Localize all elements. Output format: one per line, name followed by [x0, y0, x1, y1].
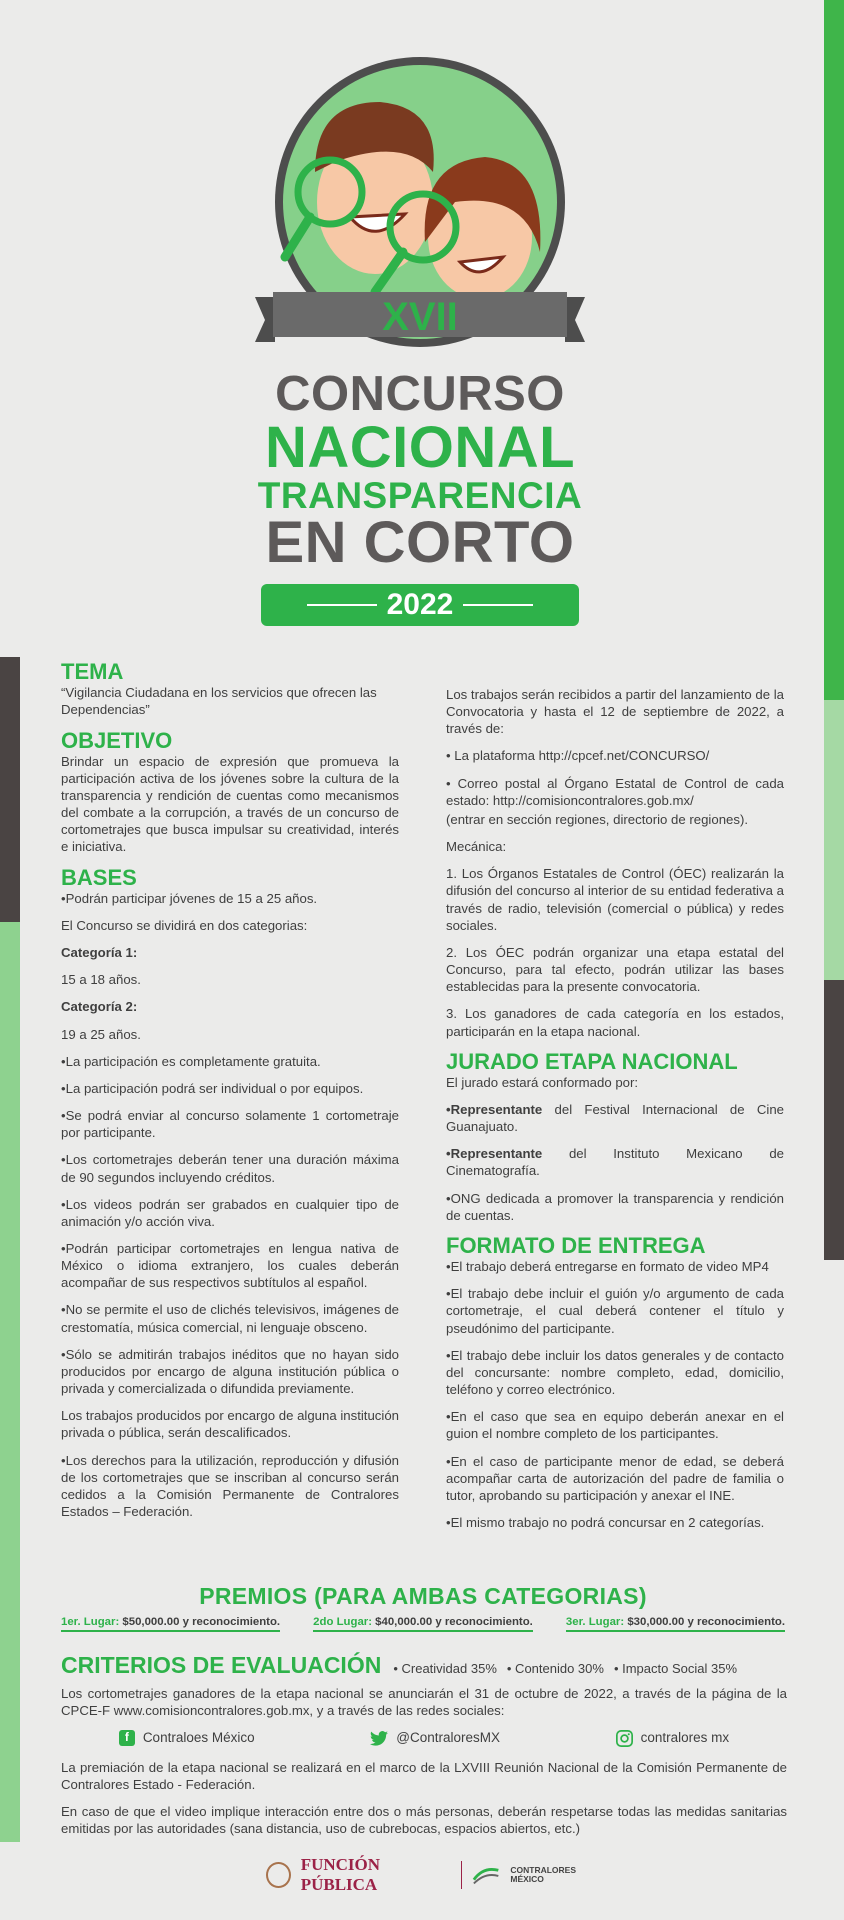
contralores-mark-icon [472, 1864, 500, 1886]
criteria-item: • Impacto Social 35% [613, 1661, 738, 1676]
prize-third: 3er. Lugar: $30,000.00 y reconocimiento. [566, 1616, 785, 1632]
bases-heading: BASES [61, 864, 137, 890]
jurado-item: •Representante del Festival Internacional de Cine Guanajuato. [446, 1102, 784, 1135]
right-edge-bar-light [824, 700, 844, 980]
bases-intro: •Podrán participar jóvenes de 15 a 25 años. [61, 890, 318, 906]
formato-item: •El mismo trabajo no podrá concursar en 2 categorías. [446, 1515, 765, 1530]
right-column [446, 686, 784, 1541]
category-1-label: Categoría 1: [61, 945, 138, 961]
bottom-section [61, 1685, 787, 1847]
footer-logos [266, 1855, 576, 1894]
ceremony-text: La premiación de la etapa nacional se realizará en el marco de la LXVIII Reunión Nacional de la Comisión Permanente de Contralores Estado - Federación. [61, 1759, 787, 1793]
prizes-heading: PREMIOS (PARA AMBAS CATEGORIAS) [199, 1583, 647, 1609]
jurado-item: •ONG dedicada a promover la transparencia y rendición de cuentas. [446, 1190, 784, 1223]
tema-text: “Vigilancia Ciudadana en los servicios que ofrecen las Dependencias” [61, 685, 377, 718]
base-item: •Sólo se admitirán trabajos inéditos que no hayan sido producidos por encargo de alguna institución pública o privada y comercializada o difundida previamente. [61, 1346, 399, 1397]
year-label: 2022 [386, 588, 454, 621]
category-1-range: 15 a 18 años. [61, 972, 141, 988]
funcion-publica-seal-icon [266, 1862, 291, 1888]
social-links [61, 1729, 787, 1747]
formato-item: •En el caso de participante menor de edad, se deberá acompañar carta de autorización del padre de familia o tutor, aprobando su participación y anexar el INE. [446, 1453, 784, 1503]
category-2-label: Categoría 2: [61, 999, 138, 1015]
formato-item: •En el caso que sea en equipo deberán anexar en el guion el nombre completo de los participantes. [446, 1409, 784, 1442]
objetivo-text: Brindar un espacio de expresión que promueva la participación activa de los jóvenes sobre la cultura de la transparencia y rendición de cuentas como mecanismos del combate a la corrupción, a través de un concurso de cortometrajes que busca impulsar su creatividad, interés e iniciativa. [61, 753, 399, 855]
prizes-section [61, 1583, 785, 1632]
title-line-2: NACIONAL [264, 415, 576, 480]
base-item: •Los derechos para la utilización, reproducción y difusión de los cortometrajes que se inscriban al concurso serán cedidos a la Comisión Permanente de Contralores Estados – Federación. [61, 1452, 399, 1520]
base-item: •Podrán participar cortometrajes en lengua nativa de México o idioma extranjero, los cuales deberán acompañar de sus respectivos subtítulos al español. [61, 1241, 399, 1291]
formato-item: •El trabajo debe incluir el guión y/o argumento de cada cortometraje, el cual deberá contener el título y pseudónimo del participante. [446, 1286, 784, 1336]
base-item: •Se podrá enviar al concurso solamente 1 cortometraje por participante. [61, 1108, 399, 1141]
criteria-heading: CRITERIOS DE EVALUACIÓN [61, 1652, 382, 1678]
recepcion-text: Los trabajos serán recibidos a partir del lanzamiento de la Convocatoria y hasta el 12 de septiembre de 2022, a través de: [446, 687, 784, 737]
title-line-1: CONCURSO [275, 367, 565, 421]
instagram-icon [616, 1730, 633, 1747]
base-item: •La participación es completamente gratuita. [61, 1053, 321, 1069]
jurado-intro: El jurado estará conformado por: [446, 1074, 639, 1090]
base-item: Los trabajos producidos por encargo de alguna institución privada o pública, serán descalificados. [61, 1408, 399, 1441]
facebook-label: Contraloes México [142, 1730, 255, 1746]
bases-categories: El Concurso se dividirá en dos categorias: [61, 917, 308, 933]
prize-first: 1er. Lugar: $50,000.00 y reconocimiento. [61, 1616, 280, 1632]
year-pill [261, 584, 579, 626]
twitter-label: @ContraloresMX [396, 1730, 500, 1746]
instagram-label: contralores mx [640, 1730, 730, 1746]
contralores-logo: CONTRALORES MÉXICO [510, 1864, 576, 1884]
facebook-link[interactable] [119, 1729, 255, 1747]
criteria-item: • Contenido 30% [506, 1661, 604, 1676]
twitter-icon [370, 1731, 388, 1746]
correo-text: • Correo postal al Órgano Estatal de Control de cada estado: http://comisioncontralores.gob.mx/ [446, 775, 784, 808]
base-item: •La participación podrá ser individual o por equipos. [61, 1080, 364, 1096]
funcion-publica-logo: FUNCIÓN PÚBLICA [300, 1855, 381, 1894]
prize-second: 2do Lugar: $40,000.00 y reconocimiento. [313, 1616, 533, 1632]
category-2-range: 19 a 25 años. [61, 1026, 141, 1042]
title-block [250, 367, 590, 626]
right-edge-bar-dark [824, 980, 844, 1260]
twitter-link[interactable] [370, 1729, 500, 1747]
health-text: En caso de que el video implique interacción entre dos o más personas, deberán respetarse todas las medidas sanitarias emitidas por las autoridades (sana distancia, uso de cubrebocas, espacios abiertos, etc.) [61, 1804, 787, 1837]
tema-heading: TEMA [61, 659, 124, 684]
base-item: •Los videos podrán ser grabados en cualquier tipo de animación y/o acción viva. [61, 1196, 399, 1229]
mecanica-label: Mecánica: [446, 839, 507, 855]
criteria-section [61, 1652, 787, 1679]
base-item: •No se permite el uso de clichés televisivos, imágenes de crestomatía, música comercial, ni lenguaje obsceno. [61, 1302, 399, 1335]
criteria-item: • Creatividad 35% [393, 1661, 497, 1676]
mecanica-item: 3. Los ganadores de cada categoría en los estados, participarán en la etapa nacional. [446, 1006, 784, 1039]
formato-heading: FORMATO DE ENTREGA [446, 1232, 706, 1258]
jurado-heading: JURADO ETAPA NACIONAL [446, 1048, 738, 1074]
left-edge-bar-dark [0, 657, 20, 922]
title-line-3: TRANSPARENCIA [257, 475, 583, 516]
left-column [61, 660, 399, 1530]
edition-numeral: XVII [382, 295, 458, 339]
instagram-link[interactable] [616, 1729, 730, 1747]
mecanica-item: 1. Los Órganos Estatales de Control (ÓEC) realizarán la difusión del concurso al interior de su entidad federativa a través de radio, televisión (comercial o pública) y redes sociales. [446, 866, 784, 933]
facebook-icon: f [119, 1730, 135, 1746]
objetivo-heading: OBJETIVO [61, 727, 173, 753]
announce-text: Los cortometrajes ganadores de la etapa nacional se anunciarán el 31 de octubre de 2022, a través de la página de la CPCE-F www.comisioncontralores.gob.mx, y a través de las redes sociales: [61, 1686, 787, 1719]
formato-item: •El trabajo debe incluir los datos generales y de contacto del concursante: nombre completo, edad, domicilio, teléfono y correo electrónico. [446, 1347, 784, 1398]
hero-illustration [255, 52, 585, 352]
base-item: •Los cortometrajes deberán tener una duración máxima de 90 segundos incluyendo créditos. [61, 1152, 399, 1185]
prizes-row [61, 1616, 785, 1632]
plataforma-text: • La plataforma http://cpcef.net/CONCURSO/ [446, 748, 710, 764]
formato-item: •El trabajo deberá entregarse en formato de video MP4 [446, 1259, 769, 1275]
left-edge-bar-green [0, 922, 20, 1842]
mecanica-item: 2. Los ÓEC podrán organizar una etapa estatal del Concurso, para tal efecto, podrán utilizar las bases establecidas para la presente convocatoria. [446, 944, 784, 995]
title-line-4: EN CORTO [265, 510, 575, 575]
correo-note: (entrar en sección regiones, directorio de regiones). [446, 811, 749, 827]
jurado-item: •Representante del Instituto Mexicano de Cinematografía. [446, 1146, 784, 1179]
